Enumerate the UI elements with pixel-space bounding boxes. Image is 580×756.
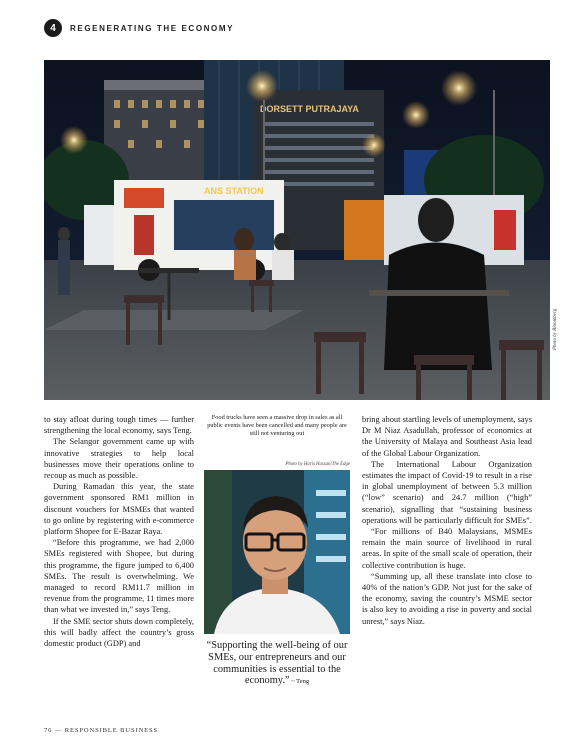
paragraph: to stay afloat during tough times — further strengthening the local economy, says Teng.	[44, 415, 194, 436]
chapter-badge: 4	[44, 19, 62, 37]
paragraph: bring about startling levels of unemployment, says Dr M Niaz Asadullah, professor of economics at the University of Malaya and Southeast Asia lead of the Global Labour Organization.	[362, 415, 532, 458]
hero-photo-credit: Photo by Bloomberg	[553, 308, 558, 350]
section-header	[44, 18, 234, 38]
quote-attribution: ~ Teng	[289, 678, 310, 686]
article-column-1	[44, 414, 194, 649]
paragraph: The Selangor government came up with innovative strategies to help local businesses move their operations online to recoup as much as possible.	[44, 437, 194, 481]
quote-text: “Supporting the well-being of our SMEs, our entrepreneurs and our communities is essential to the economy.”	[206, 640, 348, 687]
paragraph: “Before this programme, we had 2,000 SMEs registered with Shopee, but during this programme, the figure jumped to 6,400 SMEs. The result is overwhelming. We managed to record RM11.7 million in revenue from the programme, 11 times more than what we invested in,” says Teng.	[44, 538, 194, 615]
paragraph: During Ramadan this year, the state government sponsored RM1 million in discount vouchers for MSMEs that wanted to go online by registering with e-commerce platform Shopee for E-Bazar Raya.	[44, 482, 194, 537]
section-title: REGENERATING THE ECONOMY	[70, 23, 235, 33]
paragraph: “Summing up, all these translate into close to 40% of the nation’s GDP. Not just for the sake of the economy, saving the country’s MSME sector is also key to avoiding a rise in poverty and social unrest,” says Niaz.	[362, 571, 532, 626]
article-column-3	[362, 414, 532, 627]
photo-caption: Food trucks have seen a massive drop in sales as all public events have been cancelled and many people are still not venturing out	[207, 414, 347, 438]
portrait-photo-credit: Photo by Haris Hassan/The Edge	[285, 462, 350, 467]
hero-photo	[44, 60, 550, 400]
truck-sign: ANS STATION	[204, 186, 264, 196]
pull-quote	[204, 640, 350, 688]
paragraph: The International Labour Organization estimates the impact of Covid-19 to result in a rise in global unemployment of between 5.3 million (“low” scenario) and 24.7 million (“high” scenario), signalling that “sustaining business operations will be particularly difficult for SMEs”.	[362, 459, 532, 525]
portrait-photo	[204, 470, 350, 634]
page-footer: 76 — RESPONSIBLE BUSINESS	[44, 727, 159, 734]
food-truck-night-scene	[44, 60, 550, 400]
paragraph: “For millions of B40 Malaysians, MSMEs remain the main source of livelihood in rural areas. In spite of the small scale of operation, their collective contribution is huge.	[362, 527, 532, 570]
man-with-glasses-portrait	[204, 470, 350, 634]
paragraph: If the SME sector shuts down completely, this will badly affect the country’s gross domestic product (GDP) and	[44, 616, 194, 649]
hotel-sign: DORSETT PUTRAJAYA	[260, 104, 359, 114]
